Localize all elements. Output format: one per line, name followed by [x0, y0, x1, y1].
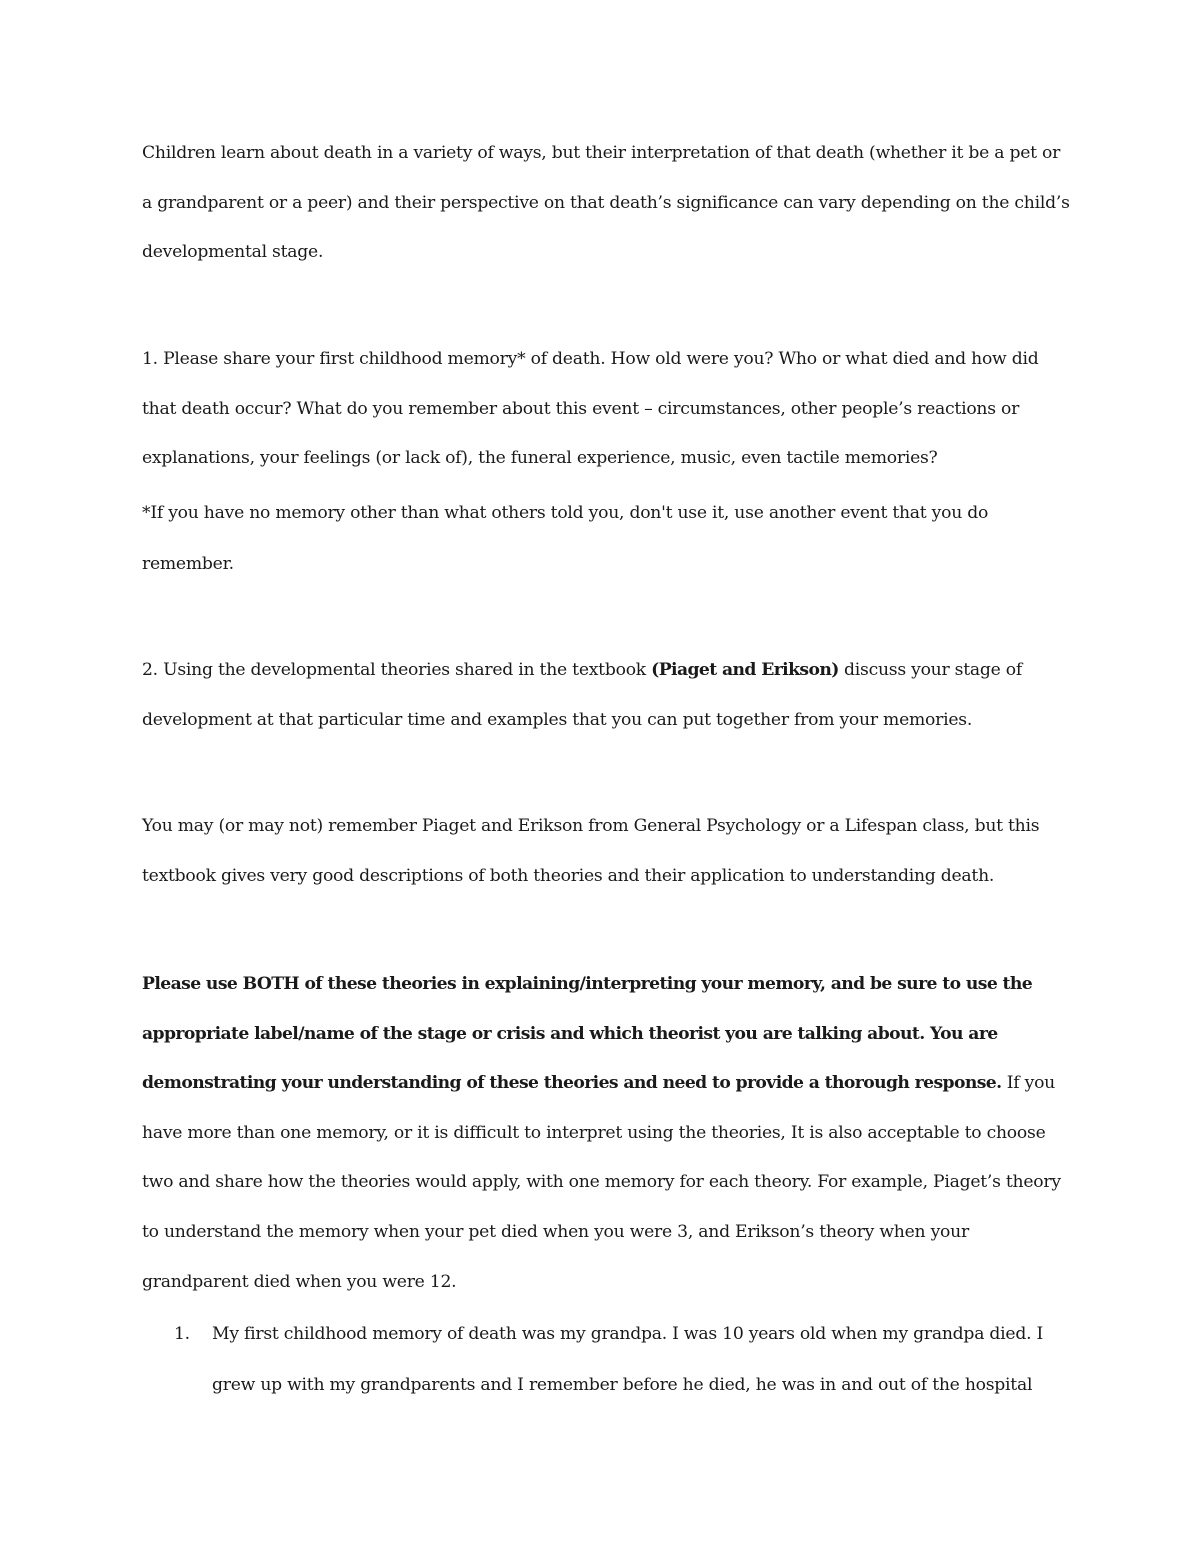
answer-list-item [174, 1309, 1074, 1411]
question-1-paragraph: 1. Please share your first childhood memory* of death. How old were you? Who or what died and how did that death occur? What do you remember about this event – circumstances, other people’s reactions or explanations, your feelings (or lack of), the funeral experience, music, even tactile memories? [142, 349, 1039, 469]
instructions-detail: If you have more than one memory, or it is difficult to interpret using the theories, It is also acceptable to choose two and share how the theories would apply, with one memory for each theory. For example, Piaget’s theory to understand the memory when your pet died when you were 3, and Erikson’s theory when your grandparent died when you were 12. [142, 1073, 1061, 1292]
question-2-rest: discuss your stage of development at that particular time and examples that you can put together from your memories. [142, 660, 1022, 730]
question-1-footnote: *If you have no memory other than what others told you, don't use it, use another event that you do remember. [142, 503, 989, 574]
answer-text: My first childhood memory of death was my grandpa. I was 10 years old when my grandpa died. I grew up with my grandparents and I remember before he died, he was in and out of the hospital [212, 1324, 1044, 1395]
note-paragraph: You may (or may not) remember Piaget and Erikson from General Psychology or a Lifespan class, but this textbook gives very good descriptions of both theories and their application to understanding death. [142, 816, 1040, 886]
intro-paragraph: Children learn about death in a variety of ways, but their interpretation of that death (whether it be a pet or a grandparent or a peer) and their perspective on that death’s significance can vary depending on the child’s developmental stage. [142, 143, 1070, 263]
instructions-paragraph [142, 960, 1072, 1307]
question-2-theorists: (Piaget and Erikson) [651, 660, 839, 680]
answer-number: 1. [174, 1324, 190, 1344]
question-2-lead: 2. Using the developmental theories shared in the textbook [142, 660, 652, 680]
question-2-paragraph [142, 646, 1072, 745]
question-1-footnote-line-1 [142, 499, 1072, 590]
instructions-emphasis: Please use BOTH of these theories in explaining/interpreting your memory, and be sure to use the appropriate label/name of the stage or crisis and which theorist you are talking about. You are demonstrating your understanding of these theories and need to provide a thorough response. [142, 974, 1033, 1094]
